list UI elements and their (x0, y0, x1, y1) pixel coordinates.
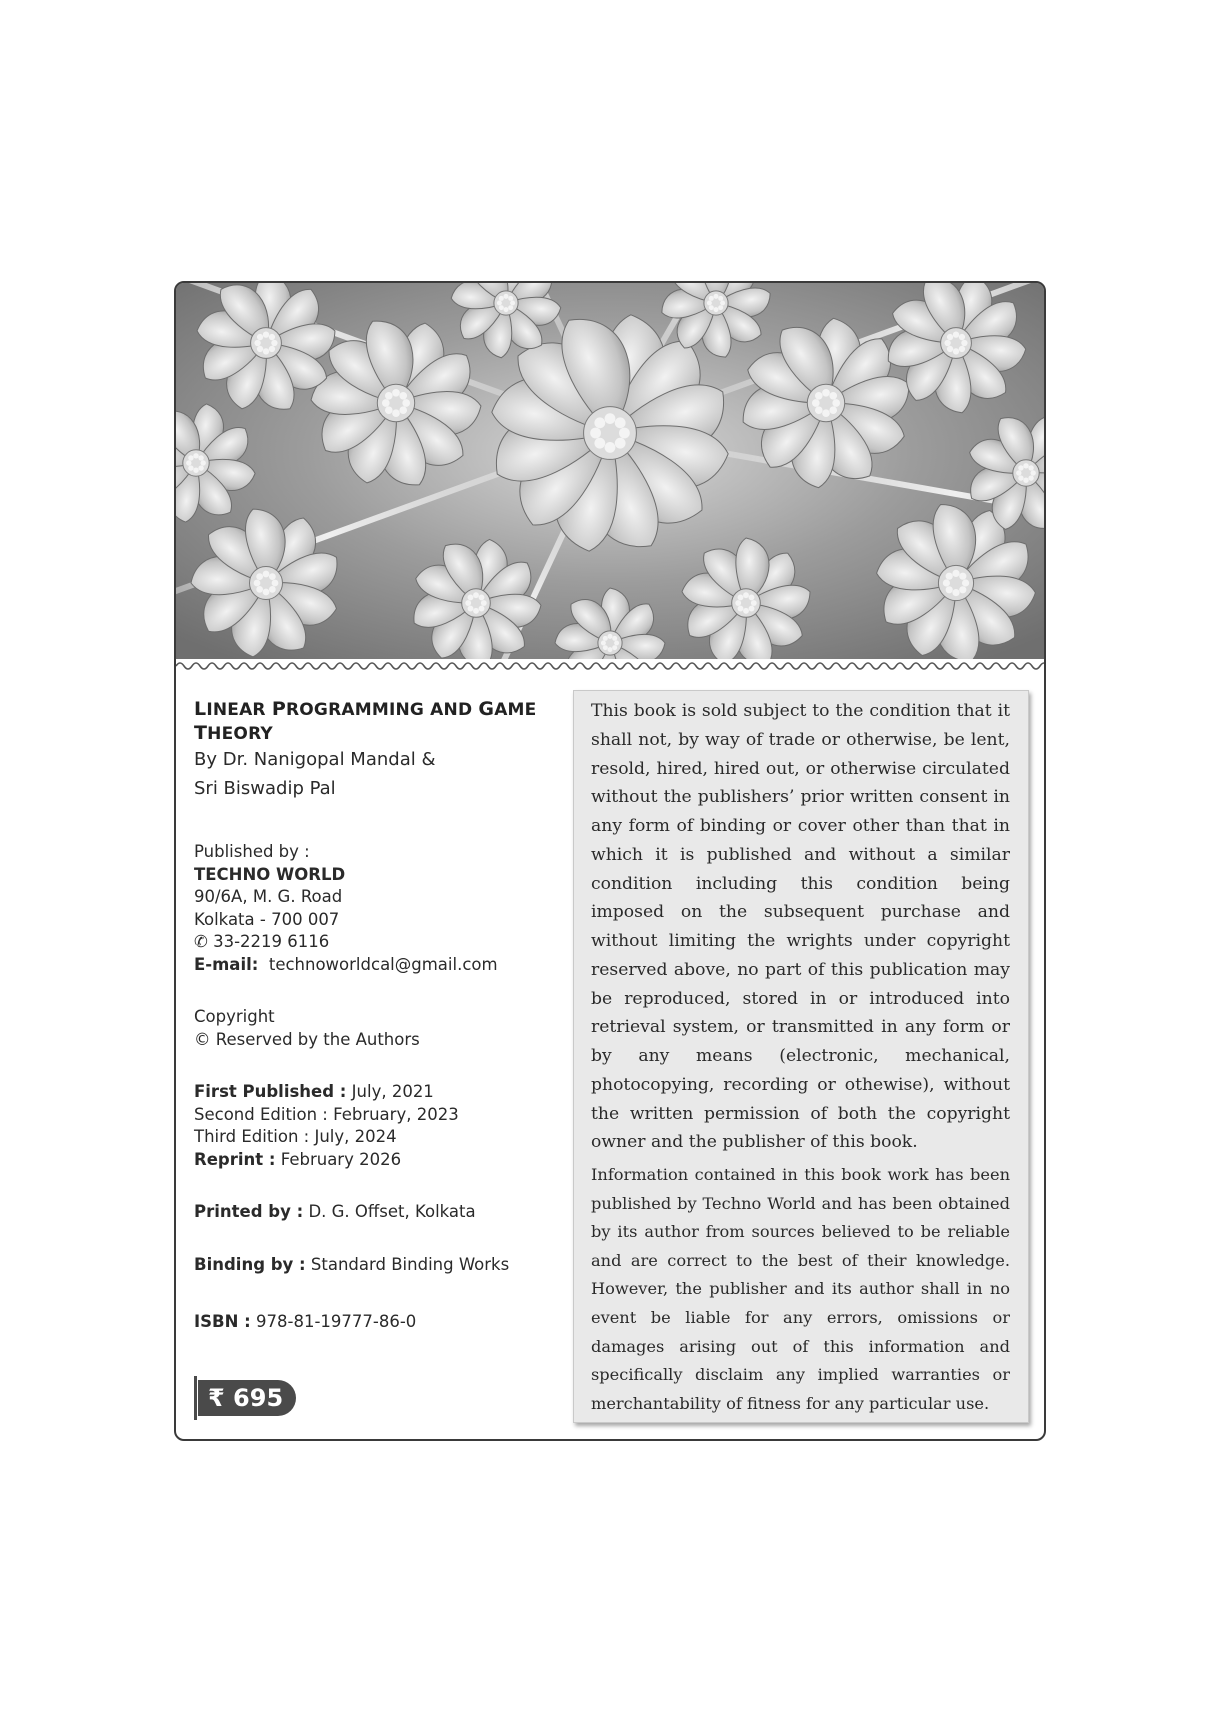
copyright-notice-box (573, 690, 1029, 1423)
address-line: 90/6A, M. G. Road (194, 887, 343, 906)
publisher-block (194, 841, 554, 976)
email-label: E-mail: (194, 954, 259, 974)
notice-paragraph: This book is sold subject to the condition that it shall not, by way of trade or otherwise, be lent, resold, hired, hired out, or otherwise circulated without the publishers’ prior written consent in any form of binding or cover other than that in which it is published and without a similar condition including this condition being imposed on the subsequent purchase and without limiting the wrights under copyright reserved above, no part of this publication may be reproduced, stored in or introduced into retrieval system, or transmitted in any form or by any means (electronic, mechanical, photocopying, recording or othewise), without the written permission of both the copyright owner and the publisher of this book. (591, 701, 1010, 1153)
wavy-divider (176, 655, 1044, 677)
phone-number: 33-2219 6116 (213, 932, 330, 951)
author-line: Sri Biswadip Pal (194, 778, 336, 799)
book-title: LINEAR PROGRAMMING AND GAME THEORY (194, 698, 537, 744)
publisher-name: TECHNO WORLD (194, 864, 346, 884)
imprint-card (174, 281, 1046, 1441)
fractal-pattern (176, 283, 1044, 659)
copyright-text: © Reserved by the Authors (194, 1029, 420, 1049)
first-published-line: First Published : July, 2021 (194, 1082, 434, 1101)
author-line: By Dr. Nanigopal Mandal & (194, 749, 436, 770)
address-line: Kolkata - 700 007 (194, 909, 340, 929)
phone-icon: ✆ (194, 932, 208, 951)
price-tag: ₹ 695 (198, 1380, 296, 1416)
imprint-details (194, 698, 554, 1334)
email-line (194, 954, 554, 977)
binding-by-line: Binding by : Standard Binding Works (194, 1254, 510, 1274)
phone-line (194, 931, 554, 954)
disclaimer-paragraph: Information contained in this book work has been published by Techno World and has been obtained by its author from sources believed to be reliable and are correct to the best of their knowledge. However, the publisher and its author shall in no event be liable for any errors, omissions or damages arising out of this information and specifically disclaim any implied warranties or merchantability of fitness for any particular use. (591, 1165, 1010, 1413)
printed-by-line: Printed by : D. G. Offset, Kolkata (194, 1202, 476, 1221)
editions-block (194, 1081, 554, 1171)
email-address: technoworldcal@gmail.com (268, 954, 498, 974)
fractal-banner-image (176, 283, 1044, 659)
third-edition-line: Third Edition : July, 2024 (194, 1127, 397, 1146)
copyright-label: Copyright (194, 1007, 275, 1026)
reprint-line: Reprint : February 2026 (194, 1149, 402, 1169)
published-by-label: Published by : (194, 842, 310, 861)
isbn-line: ISBN : 978-81-19777-86-0 (194, 1312, 417, 1331)
second-edition-line: Second Edition : February, 2023 (194, 1104, 459, 1124)
copyright-block (194, 1006, 554, 1051)
